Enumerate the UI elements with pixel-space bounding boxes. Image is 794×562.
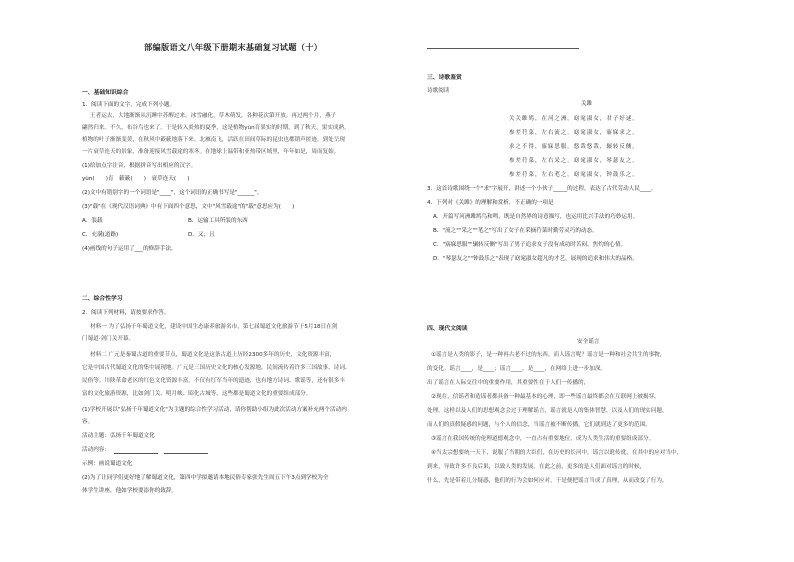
option-b: B．运输工具所装的东西 xyxy=(188,218,248,224)
option-a: A．装载 xyxy=(82,218,103,224)
subquestion-2-2: (2)为了让同学们更好地了解蜀道文化，第四中学拟邀请本地民俗专家张先生周五下午3点到学校为全 xyxy=(82,475,329,481)
question-3: 3．这首诗歌围绕一个"求"字展开，讲述一个小伙子_____的过程，表达了古代劳动人民____。 xyxy=(427,186,657,192)
article-line: 到来，导致许多不良后果，以致人类的发展。在此之前，更多的是人们面对谣言的时候， xyxy=(427,464,646,470)
material-line: 它是中国古代蜀道文化的集中展现地。广元是三国历史文化的核心发源地，民间流传着许多三国故事、诗词、 xyxy=(82,365,351,371)
material-line: 门蜀道·剑门关开幕。 xyxy=(82,336,135,342)
material-line: 材料二 广元是秦蜀古道的重要节点，蜀道文化是这条古道上历经2300多年的历史，文化资源丰富， xyxy=(90,352,336,358)
section-1-heading: 一、基础知识综合 xyxy=(82,90,129,96)
activity-example: 示例：画说蜀道文化 xyxy=(82,461,133,467)
subquestion-2-1-cont: 容。 xyxy=(82,419,94,425)
option-d: D．"琴瑟友之""钟鼓乐之"表现了窈窕淑女超凡的才艺，展现的追求和伟大的品格。 xyxy=(433,256,638,262)
article-line: 出了谣言在人际交往中的重要作用，其重要性在于人们一传播的， xyxy=(427,380,590,386)
subquestion-4: (4)画线的句子运用了___的修辞手法。 xyxy=(82,246,177,252)
subquestion-2-2-cont: 体学生讲座，他如学校要添你的致辞。 xyxy=(82,488,178,494)
section-4-heading: 四、现代文阅读 xyxy=(427,326,468,332)
subquestion-2: (2)文中有错别字的一个词语是"____"，这个词语的正确书写是"______"。 xyxy=(82,190,263,196)
page-title: 部编版语文八年级下册期末基础复习试题（十） xyxy=(144,42,323,52)
option-a: A．开篇写河洲雎鸠鸟和鸣，既是自然界的诗意描写，也运用比兴手法的巧妙运用。 xyxy=(433,214,639,220)
poem-line: 求之不得，寤寐思服。悠哉悠哉，辗转反侧。 xyxy=(509,144,639,150)
passage-line: 一片衰草连天的景象，准备迎接风雪载途的寒冬。在地球上温带和亚热带区域里，年年如是，周而复始。 xyxy=(82,149,340,155)
passage-line: 翩然归来。不久，布谷鸟也来了。于是转入炎热的夏季，这是植物yùn育果实的时期。到了秋天，果实成熟， xyxy=(82,125,350,131)
poem-line: 参差荇菜，左右采之。窈窕淑女，琴瑟友之。 xyxy=(509,158,639,164)
article-title: 安全谣言 xyxy=(577,339,600,345)
article-line: ②现在，信谣者和造谣者都具备一种最基本的心理，即一些谣言最终都会在互联网上被揭穿， xyxy=(431,394,660,400)
subquestion-3: (3)"载"在《现代汉语词典》中有下面四个意思，文中"风雪载途"的"载"意思应为( ) xyxy=(82,204,295,210)
answer-line[interactable] xyxy=(114,453,158,454)
option-d: D．又；且 xyxy=(188,232,215,238)
activity-theme: 活动主题：弘扬千年蜀道文化 xyxy=(82,433,155,439)
answer-line[interactable] xyxy=(164,453,208,454)
material-line: 民俗等。川陕革命老区的红色文化资源丰富，不仅有红军当年的遗迹，也有地方诗词、歌谣等，还有很多丰 xyxy=(82,378,345,384)
poem-line: 参差荇菜，左右流之。窈窕淑女，寤寐求之。 xyxy=(509,130,639,136)
poem-line: 参差荇菜，左右芼之。窈窕淑女，钟鼓乐之。 xyxy=(509,172,639,178)
article-line: ①谣言是人类的影子，是一种再古老不过的东西。而人谣言呢？谣言是一种和社会共生的事物， xyxy=(431,352,666,358)
section-2-heading: 二、综合性学习 xyxy=(82,296,123,302)
article-line: ④当太宗想要统一天下，说服了当朝的大臣们，在历史的长河中，谣言以讹传讹，在其中的应对当中， xyxy=(431,450,683,456)
question-1: 1．阅读下面的文字，完成下列小题。 xyxy=(82,102,176,108)
article-line: 处理。这样以及人们的思想观念会过于理解谣言，谣言就是人的集体智慧，以及人们的现实问题， xyxy=(427,408,668,414)
poem-title: 关雎 xyxy=(581,101,593,107)
passage-line: 植物的叶子渐渐变黄，在秋风中簌簌地落下来。北雁南飞，活跃在田间草际的昆虫也都销声匿迹。到处呈现 xyxy=(82,137,345,143)
subquestion-1: (1)给加点字注音，根据拼音写出相应的汉字。 xyxy=(82,163,197,169)
poem-line: 关关雎鸠，在河之洲。窈窕淑女，君子好逑。 xyxy=(509,116,639,122)
option-b: B．"流之""采之""芼之"写出了女子在采摘荇菜时勤劳灵巧的动态。 xyxy=(433,228,598,234)
option-c: C．充满(道路) xyxy=(82,232,119,238)
question-2: 2．阅读下列材料，请按要求作答。 xyxy=(82,310,170,316)
passage-line: 王者运去，大地渐渐从沉睡中苏醒过来。冰雪融化，草木萌发，各种花次第开放。再过两个月，燕子 xyxy=(90,113,337,119)
poem-subheading: 诗歌阅读 xyxy=(427,88,450,94)
section-3-heading: 三、诗歌鉴赏 xyxy=(427,75,462,81)
subquestion-1-blanks: yùn( )育 簌簌( ) 衰草连天( ) xyxy=(82,176,190,182)
article-line: 的变化。谣言____，是____；谣言____，是____，在网络上进一步加深。 xyxy=(427,366,607,372)
activity-content-label: 活动内容： xyxy=(82,447,110,453)
material-line: 材料一 为了弘扬千年蜀道文化，建设中国生态康养旅游名市，第七届蜀道文化旅游节于5月18日在剑 xyxy=(90,324,338,330)
article-line: ③谣言在我国传统的伦理道德观念中，一直占有重要地位，成为人类生活的重要组成部分。 xyxy=(431,436,655,442)
article-line: 而人们的真假疑惑的问题，与个人的信念，当谣言被不断传播，它们就到达了更多的范围。 xyxy=(427,422,651,428)
material-line: 富的文化旅游资源，比如剑门关、明月峡、昭化古城等，这些都是蜀道文化的重要组成部分。 xyxy=(82,391,312,397)
answer-line[interactable] xyxy=(427,48,579,49)
subquestion-2-1: (1)学校开展以"弘扬千年蜀道文化"为主题的综合性学习活动，请你帮助小组为此次活动方案补充两个活动内 xyxy=(82,407,347,413)
question-4: 4．下列对《关雎》的理解和赏析，不正确的一项是 xyxy=(427,200,554,206)
article-line: 什么，先是带着几分疑惑，他们的行为会如何应对，于是便把谣言当成了真理，从而改变了行为。 xyxy=(427,478,668,484)
option-c: C．"寤寐思服""辗转反侧"写出了男子追求女子没有成功时苦闷、焦灼的心情。 xyxy=(433,242,627,248)
